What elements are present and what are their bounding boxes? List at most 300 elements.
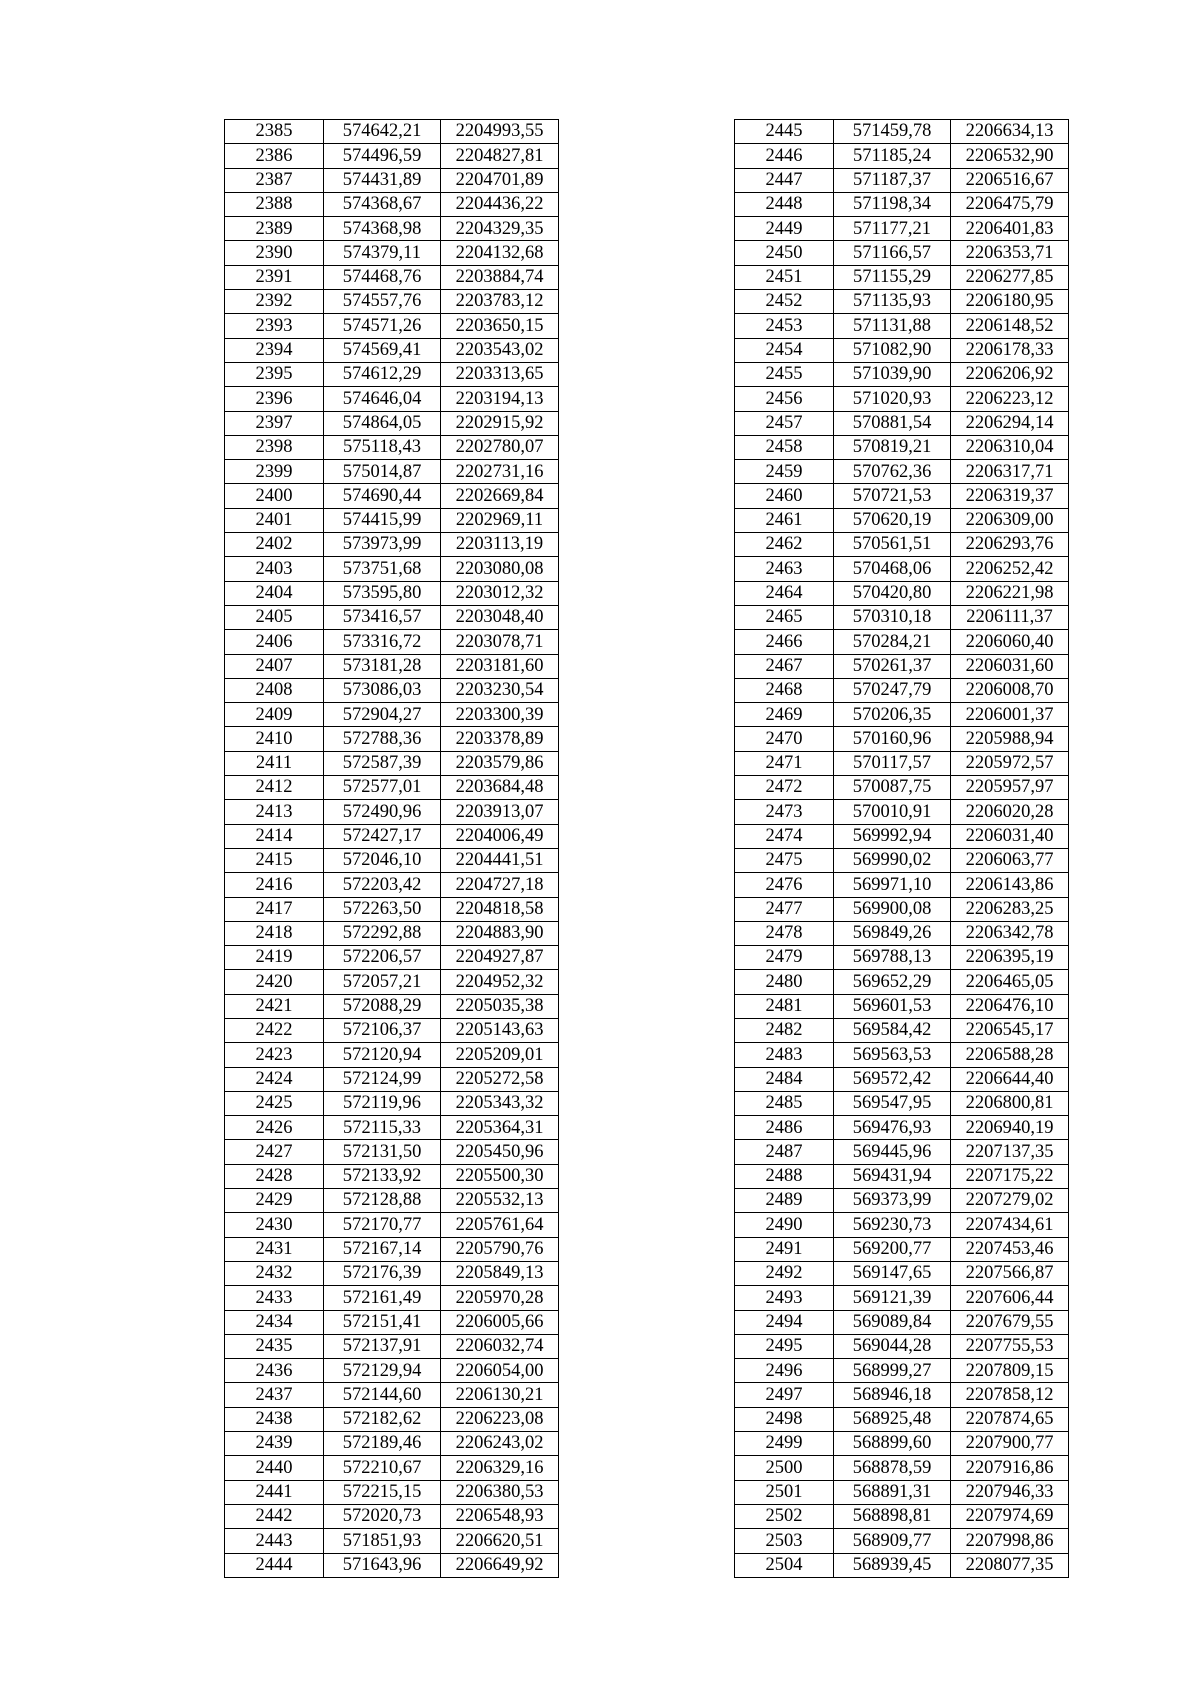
- table-row: [735, 338, 1069, 362]
- x-coordinate-cell: 572263,50: [324, 897, 441, 921]
- table-row: [735, 241, 1069, 265]
- point-number-cell: 2489: [735, 1189, 834, 1213]
- point-number-cell: 2390: [225, 241, 324, 265]
- x-coordinate-cell: 571177,21: [834, 217, 951, 241]
- x-coordinate-cell: 568925,48: [834, 1407, 951, 1431]
- point-number-cell: 2432: [225, 1261, 324, 1285]
- table-row: [735, 1018, 1069, 1042]
- table-row: [225, 946, 559, 970]
- table-row: [735, 265, 1069, 289]
- point-number-cell: 2385: [225, 120, 324, 144]
- x-coordinate-cell: 572057,21: [324, 970, 441, 994]
- y-coordinate-cell: 2204927,87: [441, 946, 559, 970]
- table-row: [735, 1189, 1069, 1213]
- x-coordinate-cell: 573973,99: [324, 533, 441, 557]
- table-row: [225, 1286, 559, 1310]
- y-coordinate-cell: 2206317,71: [951, 460, 1069, 484]
- x-coordinate-cell: 572020,73: [324, 1504, 441, 1528]
- x-coordinate-cell: 571187,37: [834, 168, 951, 192]
- y-coordinate-cell: 2207453,46: [951, 1237, 1069, 1261]
- x-coordinate-cell: 569200,77: [834, 1237, 951, 1261]
- point-number-cell: 2496: [735, 1359, 834, 1383]
- table-row: [735, 1334, 1069, 1358]
- point-number-cell: 2386: [225, 144, 324, 168]
- table-row: [225, 533, 559, 557]
- x-coordinate-cell: 569992,94: [834, 824, 951, 848]
- y-coordinate-cell: 2202669,84: [441, 484, 559, 508]
- table-row: [225, 435, 559, 459]
- point-number-cell: 2413: [225, 800, 324, 824]
- point-number-cell: 2486: [735, 1116, 834, 1140]
- y-coordinate-cell: 2203078,71: [441, 630, 559, 654]
- point-number-cell: 2439: [225, 1432, 324, 1456]
- table-row: [735, 946, 1069, 970]
- point-number-cell: 2406: [225, 630, 324, 654]
- table-row: [225, 120, 559, 144]
- table-row: [225, 1164, 559, 1188]
- y-coordinate-cell: 2203080,08: [441, 557, 559, 581]
- y-coordinate-cell: 2206620,51: [441, 1529, 559, 1553]
- table-row: [735, 1383, 1069, 1407]
- y-coordinate-cell: 2206319,37: [951, 484, 1069, 508]
- point-number-cell: 2420: [225, 970, 324, 994]
- table-row: [225, 630, 559, 654]
- x-coordinate-cell: 572182,62: [324, 1407, 441, 1431]
- table-row: [735, 144, 1069, 168]
- point-number-cell: 2388: [225, 192, 324, 216]
- x-coordinate-cell: 572131,50: [324, 1140, 441, 1164]
- point-number-cell: 2402: [225, 533, 324, 557]
- y-coordinate-cell: 2207679,55: [951, 1310, 1069, 1334]
- table-row: [225, 873, 559, 897]
- x-coordinate-cell: 569121,39: [834, 1286, 951, 1310]
- x-coordinate-cell: 572137,91: [324, 1334, 441, 1358]
- x-coordinate-cell: 574379,11: [324, 241, 441, 265]
- y-coordinate-cell: 2203579,86: [441, 751, 559, 775]
- point-number-cell: 2487: [735, 1140, 834, 1164]
- table-row: [225, 1189, 559, 1213]
- point-number-cell: 2503: [735, 1529, 834, 1553]
- y-coordinate-cell: 2203194,13: [441, 387, 559, 411]
- table-row: [735, 192, 1069, 216]
- x-coordinate-cell: 571459,78: [834, 120, 951, 144]
- table-row: [225, 1237, 559, 1261]
- table-row: [735, 362, 1069, 386]
- table-row: [735, 557, 1069, 581]
- y-coordinate-cell: 2206178,33: [951, 338, 1069, 362]
- point-number-cell: 2440: [225, 1456, 324, 1480]
- point-number-cell: 2494: [735, 1310, 834, 1334]
- point-number-cell: 2468: [735, 678, 834, 702]
- y-coordinate-cell: 2205035,38: [441, 994, 559, 1018]
- point-number-cell: 2449: [735, 217, 834, 241]
- table-row: [225, 581, 559, 605]
- x-coordinate-cell: 570160,96: [834, 727, 951, 751]
- point-number-cell: 2393: [225, 314, 324, 338]
- point-number-cell: 2472: [735, 776, 834, 800]
- point-number-cell: 2431: [225, 1237, 324, 1261]
- table-row: [225, 460, 559, 484]
- table-row: [735, 1140, 1069, 1164]
- point-number-cell: 2492: [735, 1261, 834, 1285]
- table-row: [225, 751, 559, 775]
- y-coordinate-cell: 2206465,05: [951, 970, 1069, 994]
- x-coordinate-cell: 569373,99: [834, 1189, 951, 1213]
- table-row: [225, 703, 559, 727]
- table-row: [225, 1432, 559, 1456]
- y-coordinate-cell: 2206223,08: [441, 1407, 559, 1431]
- x-coordinate-cell: 570247,79: [834, 678, 951, 702]
- point-number-cell: 2497: [735, 1383, 834, 1407]
- y-coordinate-cell: 2206940,19: [951, 1116, 1069, 1140]
- y-coordinate-cell: 2206180,95: [951, 290, 1069, 314]
- x-coordinate-cell: 574431,89: [324, 168, 441, 192]
- table-row: [225, 1553, 559, 1577]
- y-coordinate-cell: 2206476,10: [951, 994, 1069, 1018]
- point-number-cell: 2470: [735, 727, 834, 751]
- point-number-cell: 2488: [735, 1164, 834, 1188]
- x-coordinate-cell: 570881,54: [834, 411, 951, 435]
- table-row: [225, 921, 559, 945]
- point-number-cell: 2442: [225, 1504, 324, 1528]
- x-coordinate-cell: 572206,57: [324, 946, 441, 970]
- table-row: [735, 630, 1069, 654]
- y-coordinate-cell: 2206111,37: [951, 605, 1069, 629]
- table-row: [735, 605, 1069, 629]
- y-coordinate-cell: 2207606,44: [951, 1286, 1069, 1310]
- table-row: [735, 581, 1069, 605]
- point-number-cell: 2434: [225, 1310, 324, 1334]
- point-number-cell: 2415: [225, 848, 324, 872]
- x-coordinate-cell: 572161,49: [324, 1286, 441, 1310]
- y-coordinate-cell: 2203543,02: [441, 338, 559, 362]
- x-coordinate-cell: 570284,21: [834, 630, 951, 654]
- table-row: [735, 168, 1069, 192]
- table-row: [225, 168, 559, 192]
- y-coordinate-cell: 2205450,96: [441, 1140, 559, 1164]
- table-row: [225, 1140, 559, 1164]
- y-coordinate-cell: 2203181,60: [441, 654, 559, 678]
- point-number-cell: 2436: [225, 1359, 324, 1383]
- x-coordinate-cell: 568939,45: [834, 1553, 951, 1577]
- point-number-cell: 2460: [735, 484, 834, 508]
- table-row: [225, 1334, 559, 1358]
- table-row: [225, 557, 559, 581]
- table-row: [735, 703, 1069, 727]
- table-row: [225, 1213, 559, 1237]
- table-row: [225, 241, 559, 265]
- table-row: [225, 1504, 559, 1528]
- table-row: [225, 678, 559, 702]
- x-coordinate-cell: 572120,94: [324, 1043, 441, 1067]
- point-number-cell: 2455: [735, 362, 834, 386]
- x-coordinate-cell: 569431,94: [834, 1164, 951, 1188]
- point-number-cell: 2389: [225, 217, 324, 241]
- point-number-cell: 2394: [225, 338, 324, 362]
- x-coordinate-cell: 570087,75: [834, 776, 951, 800]
- point-number-cell: 2410: [225, 727, 324, 751]
- x-coordinate-cell: 572167,14: [324, 1237, 441, 1261]
- table-row: [225, 1310, 559, 1334]
- y-coordinate-cell: 2207566,87: [951, 1261, 1069, 1285]
- y-coordinate-cell: 2206032,74: [441, 1334, 559, 1358]
- point-number-cell: 2462: [735, 533, 834, 557]
- y-coordinate-cell: 2207809,15: [951, 1359, 1069, 1383]
- x-coordinate-cell: 572210,67: [324, 1456, 441, 1480]
- x-coordinate-cell: 570420,80: [834, 581, 951, 605]
- table-row: [735, 1553, 1069, 1577]
- table-row: [735, 921, 1069, 945]
- y-coordinate-cell: 2207279,02: [951, 1189, 1069, 1213]
- y-coordinate-cell: 2202969,11: [441, 508, 559, 532]
- x-coordinate-cell: 574569,41: [324, 338, 441, 362]
- point-number-cell: 2398: [225, 435, 324, 459]
- point-number-cell: 2392: [225, 290, 324, 314]
- y-coordinate-cell: 2206532,90: [951, 144, 1069, 168]
- y-coordinate-cell: 2206395,19: [951, 946, 1069, 970]
- x-coordinate-cell: 569230,73: [834, 1213, 951, 1237]
- coordinates-table-right: [734, 119, 1069, 1578]
- point-number-cell: 2473: [735, 800, 834, 824]
- x-coordinate-cell: 572490,96: [324, 800, 441, 824]
- x-coordinate-cell: 569563,53: [834, 1043, 951, 1067]
- table-row: [735, 824, 1069, 848]
- x-coordinate-cell: 569584,42: [834, 1018, 951, 1042]
- x-coordinate-cell: 574557,76: [324, 290, 441, 314]
- table-row: [225, 1043, 559, 1067]
- x-coordinate-cell: 568898,81: [834, 1504, 951, 1528]
- point-number-cell: 2409: [225, 703, 324, 727]
- point-number-cell: 2441: [225, 1480, 324, 1504]
- coordinates-table-left: [224, 119, 559, 1578]
- x-coordinate-cell: 570819,21: [834, 435, 951, 459]
- x-coordinate-cell: 568899,60: [834, 1432, 951, 1456]
- point-number-cell: 2396: [225, 387, 324, 411]
- point-number-cell: 2457: [735, 411, 834, 435]
- x-coordinate-cell: 569652,29: [834, 970, 951, 994]
- y-coordinate-cell: 2206329,16: [441, 1456, 559, 1480]
- y-coordinate-cell: 2204132,68: [441, 241, 559, 265]
- y-coordinate-cell: 2207998,86: [951, 1529, 1069, 1553]
- coordinates-table-right-body: [735, 120, 1069, 1578]
- y-coordinate-cell: 2206516,67: [951, 168, 1069, 192]
- table-row: [225, 1480, 559, 1504]
- table-row: [735, 873, 1069, 897]
- y-coordinate-cell: 2204329,35: [441, 217, 559, 241]
- y-coordinate-cell: 2206644,40: [951, 1067, 1069, 1091]
- x-coordinate-cell: 572587,39: [324, 751, 441, 775]
- y-coordinate-cell: 2203884,74: [441, 265, 559, 289]
- x-coordinate-cell: 572170,77: [324, 1213, 441, 1237]
- x-coordinate-cell: 570010,91: [834, 800, 951, 824]
- table-row: [735, 1116, 1069, 1140]
- table-row: [225, 1456, 559, 1480]
- point-number-cell: 2444: [225, 1553, 324, 1577]
- point-number-cell: 2465: [735, 605, 834, 629]
- table-row: [735, 411, 1069, 435]
- table-row: [735, 1091, 1069, 1115]
- point-number-cell: 2408: [225, 678, 324, 702]
- y-coordinate-cell: 2206020,28: [951, 800, 1069, 824]
- x-coordinate-cell: 569089,84: [834, 1310, 951, 1334]
- x-coordinate-cell: 571155,29: [834, 265, 951, 289]
- x-coordinate-cell: 569971,10: [834, 873, 951, 897]
- x-coordinate-cell: 571039,90: [834, 362, 951, 386]
- y-coordinate-cell: 2207916,86: [951, 1456, 1069, 1480]
- x-coordinate-cell: 570561,51: [834, 533, 951, 557]
- x-coordinate-cell: 568999,27: [834, 1359, 951, 1383]
- point-number-cell: 2387: [225, 168, 324, 192]
- table-row: [225, 727, 559, 751]
- point-number-cell: 2477: [735, 897, 834, 921]
- y-coordinate-cell: 2204993,55: [441, 120, 559, 144]
- point-number-cell: 2476: [735, 873, 834, 897]
- point-number-cell: 2478: [735, 921, 834, 945]
- table-row: [225, 1091, 559, 1115]
- point-number-cell: 2474: [735, 824, 834, 848]
- table-row: [225, 290, 559, 314]
- point-number-cell: 2391: [225, 265, 324, 289]
- x-coordinate-cell: 572215,15: [324, 1480, 441, 1504]
- y-coordinate-cell: 2206054,00: [441, 1359, 559, 1383]
- y-coordinate-cell: 2206221,98: [951, 581, 1069, 605]
- point-number-cell: 2452: [735, 290, 834, 314]
- table-row: [225, 848, 559, 872]
- y-coordinate-cell: 2205364,31: [441, 1116, 559, 1140]
- point-number-cell: 2399: [225, 460, 324, 484]
- x-coordinate-cell: 569572,42: [834, 1067, 951, 1091]
- point-number-cell: 2493: [735, 1286, 834, 1310]
- x-coordinate-cell: 568891,31: [834, 1480, 951, 1504]
- y-coordinate-cell: 2205143,63: [441, 1018, 559, 1042]
- y-coordinate-cell: 2202731,16: [441, 460, 559, 484]
- x-coordinate-cell: 572128,88: [324, 1189, 441, 1213]
- table-row: [735, 1456, 1069, 1480]
- y-coordinate-cell: 2204818,58: [441, 897, 559, 921]
- y-coordinate-cell: 2205972,57: [951, 751, 1069, 775]
- y-coordinate-cell: 2203650,15: [441, 314, 559, 338]
- table-row: [225, 387, 559, 411]
- point-number-cell: 2482: [735, 1018, 834, 1042]
- table-row: [735, 678, 1069, 702]
- point-number-cell: 2491: [735, 1237, 834, 1261]
- point-number-cell: 2403: [225, 557, 324, 581]
- table-row: [735, 751, 1069, 775]
- y-coordinate-cell: 2205272,58: [441, 1067, 559, 1091]
- y-coordinate-cell: 2206005,66: [441, 1310, 559, 1334]
- table-row: [735, 970, 1069, 994]
- table-row: [735, 1480, 1069, 1504]
- table-row: [225, 508, 559, 532]
- x-coordinate-cell: 574368,67: [324, 192, 441, 216]
- y-coordinate-cell: 2204727,18: [441, 873, 559, 897]
- table-row: [225, 192, 559, 216]
- y-coordinate-cell: 2205957,97: [951, 776, 1069, 800]
- x-coordinate-cell: 571185,24: [834, 144, 951, 168]
- x-coordinate-cell: 571020,93: [834, 387, 951, 411]
- y-coordinate-cell: 2206310,04: [951, 435, 1069, 459]
- y-coordinate-cell: 2207900,77: [951, 1432, 1069, 1456]
- y-coordinate-cell: 2206143,86: [951, 873, 1069, 897]
- x-coordinate-cell: 568946,18: [834, 1383, 951, 1407]
- table-row: [735, 1164, 1069, 1188]
- table-row: [735, 1504, 1069, 1528]
- table-row: [225, 338, 559, 362]
- point-number-cell: 2433: [225, 1286, 324, 1310]
- table-row: [735, 1237, 1069, 1261]
- y-coordinate-cell: 2206293,76: [951, 533, 1069, 557]
- y-coordinate-cell: 2206008,70: [951, 678, 1069, 702]
- y-coordinate-cell: 2207874,65: [951, 1407, 1069, 1431]
- table-row: [225, 654, 559, 678]
- x-coordinate-cell: 574415,99: [324, 508, 441, 532]
- point-number-cell: 2499: [735, 1432, 834, 1456]
- table-row: [735, 484, 1069, 508]
- point-number-cell: 2456: [735, 387, 834, 411]
- y-coordinate-cell: 2204701,89: [441, 168, 559, 192]
- x-coordinate-cell: 572176,39: [324, 1261, 441, 1285]
- x-coordinate-cell: 570261,37: [834, 654, 951, 678]
- point-number-cell: 2424: [225, 1067, 324, 1091]
- y-coordinate-cell: 2206243,02: [441, 1432, 559, 1456]
- y-coordinate-cell: 2207434,61: [951, 1213, 1069, 1237]
- x-coordinate-cell: 574690,44: [324, 484, 441, 508]
- point-number-cell: 2479: [735, 946, 834, 970]
- x-coordinate-cell: 573416,57: [324, 605, 441, 629]
- x-coordinate-cell: 575118,43: [324, 435, 441, 459]
- y-coordinate-cell: 2205532,13: [441, 1189, 559, 1213]
- x-coordinate-cell: 569601,53: [834, 994, 951, 1018]
- point-number-cell: 2504: [735, 1553, 834, 1577]
- y-coordinate-cell: 2205790,76: [441, 1237, 559, 1261]
- point-number-cell: 2428: [225, 1164, 324, 1188]
- table-row: [735, 1529, 1069, 1553]
- table-row: [735, 776, 1069, 800]
- point-number-cell: 2421: [225, 994, 324, 1018]
- y-coordinate-cell: 2206800,81: [951, 1091, 1069, 1115]
- point-number-cell: 2401: [225, 508, 324, 532]
- y-coordinate-cell: 2208077,35: [951, 1553, 1069, 1577]
- table-row: [225, 1407, 559, 1431]
- y-coordinate-cell: 2204006,49: [441, 824, 559, 848]
- point-number-cell: 2451: [735, 265, 834, 289]
- y-coordinate-cell: 2207858,12: [951, 1383, 1069, 1407]
- point-number-cell: 2458: [735, 435, 834, 459]
- table-row: [735, 1407, 1069, 1431]
- x-coordinate-cell: 574571,26: [324, 314, 441, 338]
- x-coordinate-cell: 572106,37: [324, 1018, 441, 1042]
- x-coordinate-cell: 572189,46: [324, 1432, 441, 1456]
- x-coordinate-cell: 574612,29: [324, 362, 441, 386]
- point-number-cell: 2414: [225, 824, 324, 848]
- y-coordinate-cell: 2203684,48: [441, 776, 559, 800]
- x-coordinate-cell: 573595,80: [324, 581, 441, 605]
- table-row: [735, 508, 1069, 532]
- x-coordinate-cell: 571166,57: [834, 241, 951, 265]
- point-number-cell: 2501: [735, 1480, 834, 1504]
- y-coordinate-cell: 2202915,92: [441, 411, 559, 435]
- x-coordinate-cell: 573086,03: [324, 678, 441, 702]
- x-coordinate-cell: 572151,41: [324, 1310, 441, 1334]
- y-coordinate-cell: 2205849,13: [441, 1261, 559, 1285]
- x-coordinate-cell: 574496,59: [324, 144, 441, 168]
- point-number-cell: 2422: [225, 1018, 324, 1042]
- y-coordinate-cell: 2206649,92: [441, 1553, 559, 1577]
- x-coordinate-cell: 570206,35: [834, 703, 951, 727]
- x-coordinate-cell: 574864,05: [324, 411, 441, 435]
- y-coordinate-cell: 2205343,32: [441, 1091, 559, 1115]
- y-coordinate-cell: 2206401,83: [951, 217, 1069, 241]
